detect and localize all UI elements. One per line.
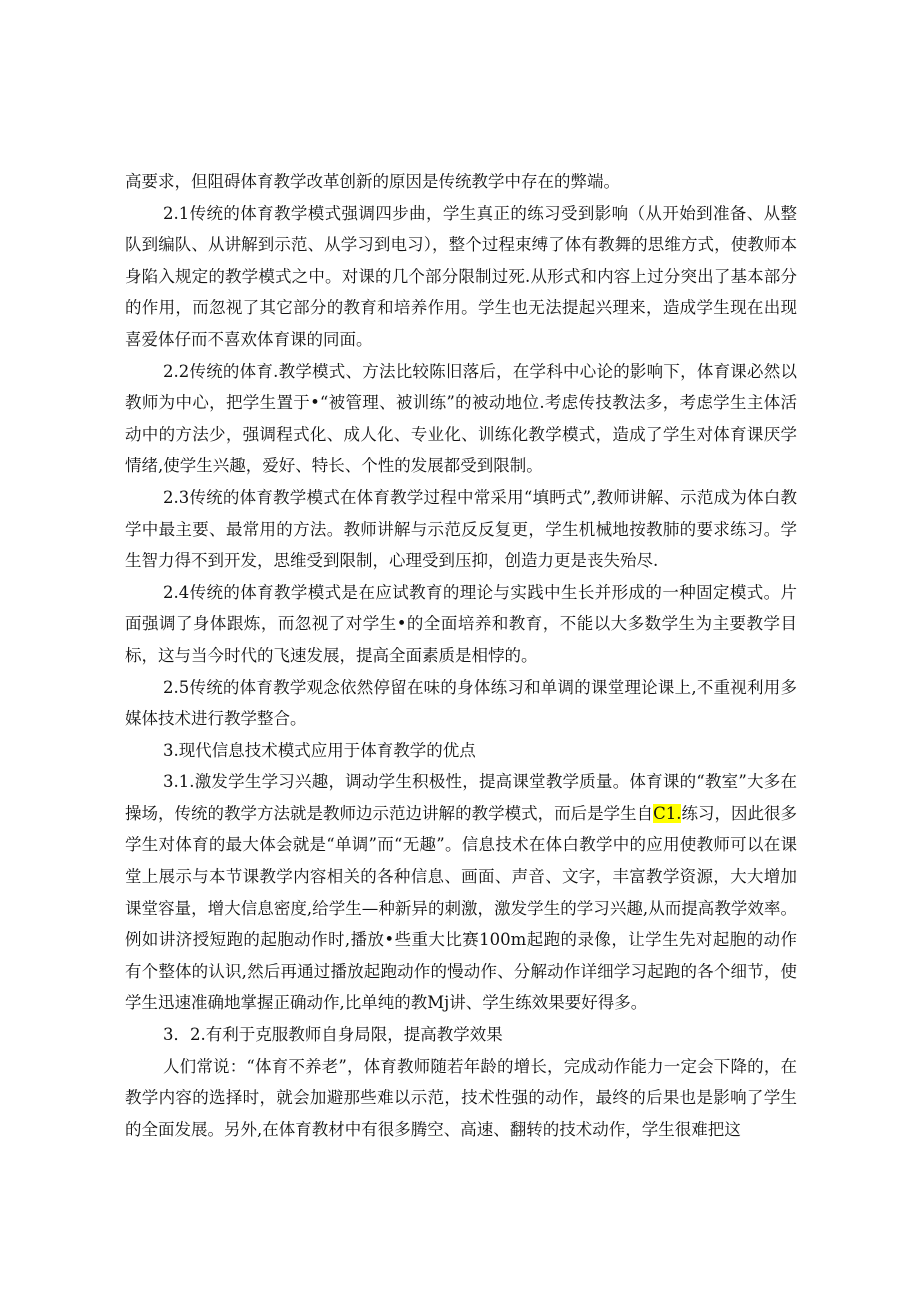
paragraph-2-4: 2.4传统的体育教学模式是在应试教育的理论与实践中生长并形成的一种固定模式。片面强调了身体跟炼，而忽视了对学生•的全面培养和教育，不能以大多数学生为主要教学目标，这与当今时代的飞速发展，提高全面素质是相悖的。 [125,582,797,665]
paragraph-2-1: 2.1传统的体育教学模式强调四步曲，学生真正的练习受到影响（从开始到准备、从整队到编队、从讲解到示范、从学习到电习），整个过程束缚了体有教舞的思维方式，使教师本身陷入规定的教学模式之中。对课的几个部分限制过死.从形式和内容上过分突出了基本部分的作用，而忽视了其它部分的教育和培养作用。学生也无法提起兴理来，造成学生现在出现喜爱体仔而不喜欢体育课的同面。 [125,203,797,349]
paragraph-3-1 [125,766,797,1019]
paragraph-2-2: 2.2传统的体育.教学模式、方法比较陈旧落后，在学科中心论的影响下，体育课必然以教师为中心，把学生置于•“被管理、被训练”的被动地位.考虑传技教法多，考虑学生主体活动中的方法少，强调程式化、成人化、专业化、训练化教学模式，造成了学生对体育课厌学情绪,使学生兴趣，爱好、特长、个性的发展都受到限制。 [125,361,797,476]
paragraph-2-3: 2.3传统的体育教学模式在体育教学过程中常采用“填眄式”,教师讲解、示范成为体白教学中最主要、最常用的方法。教师讲解与示范反反复更，学生机械地按教肺的要求练习。学生智力得不到开发，思维受到限制，心理受到压抑，创造力更是丧失殆尽. [125,487,797,571]
paragraph-2-5: 2.5传统的体育教学观念依然停留在味的身体练习和单调的课堂理论课上,不重视利用多媒体技术进行教学整合。 [125,677,797,729]
paragraph-3-1-text-before: 3.1.激发学生学习兴趣，调动学生积极性，提高课堂教学质量。体育课的“教室”大多在操场，传统的教学方法就是教师边示范边讲解的教学模式，而后是学生自 [125,772,797,823]
paragraph-3-2-body: 人们常说：“体育不养老”，体育教师随若年龄的增长，完成动作能力一定会下降的，在教学内容的选择时，就会加避那些难以示范，技术性强的动作，最终的后果也是影响了学生的全面发展。另外,在体育教材中有很多腾空、高速、翻转的技术动作，学生很难把这 [125,1056,797,1139]
section-heading-3: 3.现代信息技术模式应用于体育教学的优点 [163,740,476,760]
document-body [125,166,797,1145]
subsection-heading-3-2: 3．2.有利于克服教师自身局限，提高教学效果 [163,1025,503,1045]
paragraph-3-1-text-after: 练习，因此很多学生对体育的最大体会就是“单调”而“无趣”。信息技术在体白教学中的应用使教师可以在课堂上展示与本节课教学内容相关的各种信息、画面、声音、文字，丰富教学资源，大大增加课堂容量，增大信息密度,给学生—种新异的刺激，激发学生的学习兴趣,从而提高教学效率。例如讲济授短跑的起胞动作时,播放•些重大比赛100m起跑的录像，让学生先对起胞的动作有个整体的认识,然后再通过播放起跑动作的慢动作、分解动作详细学习起跑的各个细节，使学生迅速准确地掌握正确动作,比单纯的教Mj讲、学生练效果要好得多。 [125,803,798,1013]
paragraph-continuation: 高要求，但阻碍体育教学改革创新的原因是传统教学中存在的弊端。 [125,172,620,191]
highlighted-text: C1. [653,803,682,823]
